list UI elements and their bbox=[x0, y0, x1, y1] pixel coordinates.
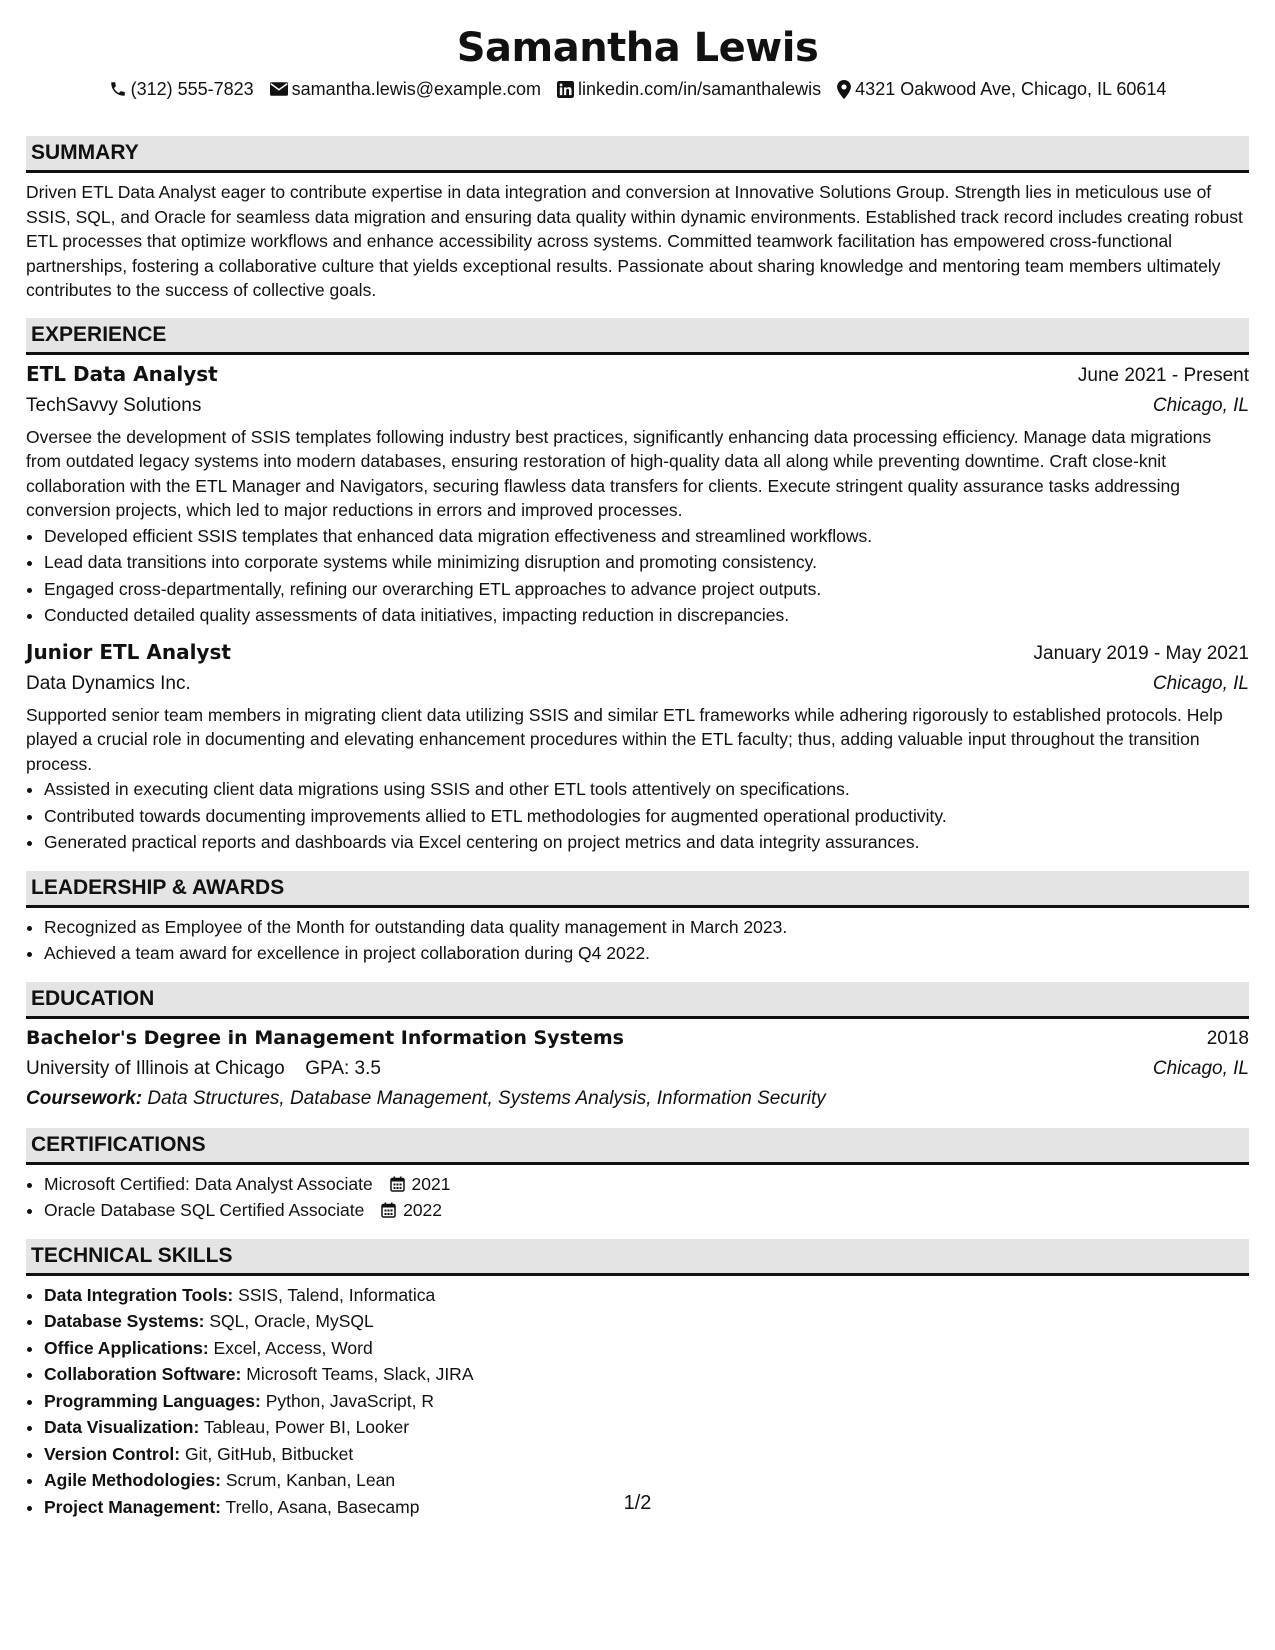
skill-label: Version Control: bbox=[44, 1443, 181, 1464]
degree-title: Bachelor's Degree in Management Information Systems bbox=[26, 1026, 624, 1049]
skill-label: Project Management: bbox=[44, 1496, 221, 1517]
education-heading: EDUCATION bbox=[26, 982, 1249, 1019]
education-entry bbox=[26, 1023, 1249, 1114]
linkedin-item[interactable] bbox=[557, 77, 821, 101]
skill-label: Collaboration Software: bbox=[44, 1364, 242, 1384]
job-title: Junior ETL Analyst bbox=[26, 639, 231, 664]
phone-text: (312) 555-7823 bbox=[130, 79, 254, 99]
list-item bbox=[44, 1335, 1249, 1362]
skill-value: Python, JavaScript, R bbox=[265, 1390, 434, 1411]
school-name: University of Illinois at Chicago bbox=[26, 1057, 285, 1079]
email-item[interactable] bbox=[270, 77, 541, 101]
coursework-list: Data Structures, Database Management, Systems Analysis, Information Security bbox=[147, 1087, 826, 1109]
job-entry bbox=[26, 359, 1249, 629]
linkedin-text: linkedin.com/in/samanthalewis bbox=[578, 79, 822, 99]
list-item bbox=[44, 1171, 1249, 1198]
skill-label: Office Applications: bbox=[44, 1337, 209, 1358]
skill-value: Microsoft Teams, Slack, JIRA bbox=[246, 1364, 474, 1384]
list-item: • Achieved a team award for excellence in project collaboration during Q4 2022. bbox=[44, 940, 1249, 967]
certification-name: Oracle Database SQL Certified Associate bbox=[44, 1200, 365, 1220]
skill-label: Programming Languages: bbox=[44, 1390, 261, 1411]
list-item: • Recognized as Employee of the Month for outstanding data quality management in March 2023. bbox=[44, 914, 1249, 941]
list-item: • Developed efficient SSIS templates that enhanced data migration effectiveness and streamlined workflows. bbox=[44, 523, 1249, 550]
list-item: • Generated practical reports and dashboards via Excel centering on project metrics and data integrity assurances. bbox=[44, 829, 1249, 856]
contact-bar bbox=[26, 77, 1249, 101]
list-item bbox=[44, 1388, 1249, 1415]
list-item: • Contributed towards documenting improvements allied to ETL methodologies for augmented operational productivity. bbox=[44, 803, 1249, 830]
coursework-label: Coursework: bbox=[26, 1087, 143, 1109]
address-text: 4321 Oakwood Ave, Chicago, IL 60614 bbox=[855, 79, 1167, 99]
job-entry bbox=[26, 637, 1249, 856]
phone-item bbox=[109, 77, 254, 101]
email-text: samantha.lewis@example.com bbox=[291, 79, 542, 99]
job-location: Chicago, IL bbox=[1152, 394, 1249, 416]
skill-label: Agile Methodologies: bbox=[44, 1470, 221, 1490]
company-name: TechSavvy Solutions bbox=[26, 394, 202, 416]
list-item bbox=[44, 1467, 1249, 1494]
candidate-name: Samantha Lewis bbox=[456, 25, 819, 71]
gpa: GPA: 3.5 bbox=[305, 1057, 381, 1079]
skill-label: Database Systems: bbox=[44, 1311, 205, 1331]
page-number: 1/2 bbox=[623, 1492, 652, 1514]
list-item: • Engaged cross-departmentally, refining our overarching ETL approaches to advance project outputs. bbox=[44, 576, 1249, 603]
school-line bbox=[26, 1054, 381, 1084]
list-item bbox=[44, 1414, 1249, 1441]
list-item: • Lead data transitions into corporate systems while minimizing disruption and promoting consistency. bbox=[44, 549, 1249, 576]
job-bullets bbox=[26, 776, 1249, 856]
list-item: • Assisted in executing client data migrations using SSIS and other ETL tools attentively on specifications. bbox=[44, 776, 1249, 803]
coursework bbox=[26, 1084, 1249, 1114]
experience-heading: EXPERIENCE bbox=[26, 318, 1249, 355]
awards-list bbox=[26, 914, 1249, 967]
calendar-icon bbox=[381, 1202, 396, 1218]
job-dates: June 2021 - Present bbox=[1077, 364, 1249, 386]
skill-label: Data Integration Tools: bbox=[44, 1284, 234, 1305]
skill-value: SSIS, Talend, Informatica bbox=[238, 1284, 436, 1305]
linkedin-icon bbox=[557, 81, 574, 98]
school-location: Chicago, IL bbox=[1152, 1057, 1249, 1079]
skill-value: Scrum, Kanban, Lean bbox=[225, 1470, 396, 1490]
list-item bbox=[44, 1308, 1249, 1335]
skill-value: Tableau, Power BI, Looker bbox=[203, 1417, 410, 1437]
job-dates: January 2019 - May 2021 bbox=[1033, 642, 1249, 664]
job-description: Supported senior team members in migrating client data utilizing SSIS and similar ETL frameworks while adhering rigorously to established protocols. Help played a crucial role in documenting and elevating enhancement procedures within the ETL faculty; thus, adding valuable input throughout the transition process. bbox=[26, 704, 1223, 774]
certifications-list bbox=[26, 1171, 1249, 1224]
skill-value: Trello, Asana, Basecamp bbox=[225, 1496, 420, 1517]
skill-value: SQL, Oracle, MySQL bbox=[209, 1311, 374, 1331]
skill-label: Data Visualization: bbox=[44, 1417, 200, 1437]
company-name: Data Dynamics Inc. bbox=[26, 672, 191, 694]
map-marker-icon bbox=[837, 80, 851, 99]
skills-list bbox=[26, 1282, 1249, 1521]
list-item bbox=[44, 1197, 1249, 1224]
calendar-icon bbox=[390, 1176, 405, 1192]
job-location: Chicago, IL bbox=[1152, 672, 1249, 694]
skill-value: Git, GitHub, Bitbucket bbox=[185, 1443, 354, 1464]
envelope-icon bbox=[270, 82, 288, 96]
list-item bbox=[44, 1282, 1249, 1309]
certifications-heading: CERTIFICATIONS bbox=[26, 1128, 1249, 1165]
list-item bbox=[44, 1361, 1249, 1388]
phone-icon bbox=[109, 80, 127, 98]
job-description: Oversee the development of SSIS templates following industry best practices, significantly enhancing data processing efficiency. Manage data migrations from outdated legacy systems into modern databases, ensuring restoration of high-quality data all along while preventing downtime. Craft close-knit collaboration with the ETL Manager and Navigators, securing flawless data transfers for clients. Execute stringent quality assurance tasks addressing conversion projects, which led to major reductions in errors and improved processes. bbox=[26, 426, 1212, 520]
list-item bbox=[44, 1441, 1249, 1468]
address-item bbox=[837, 77, 1166, 101]
skills-heading: TECHNICAL SKILLS bbox=[26, 1239, 1249, 1276]
summary-heading: SUMMARY bbox=[26, 136, 1249, 173]
graduation-year: 2018 bbox=[1206, 1027, 1249, 1049]
list-item: • Conducted detailed quality assessments of data initiatives, impacting reduction in discrepancies. bbox=[44, 602, 1249, 629]
summary-text: Driven ETL Data Analyst eager to contribute expertise in data integration and conversion at Innovative Solutions Group. Strength lies in meticulous use of SSIS, SQL, and Oracle for seamless data migration and ensuring data quality within dynamic environments. Established track record includes creating robust ETL processes that optimize workflows and enhance accessibility across systems. Committed teamwork facilitation has empowered cross-functional partnerships, fostering a collaborative culture that yields exceptional results. Passionate about sharing knowledge and mentoring team members ultimately contributes to the success of collective goals. bbox=[26, 182, 1243, 300]
leadership-heading: LEADERSHIP & AWARDS bbox=[26, 871, 1249, 908]
job-title: ETL Data Analyst bbox=[26, 361, 218, 386]
skill-value: Excel, Access, Word bbox=[213, 1337, 373, 1358]
certification-name: Microsoft Certified: Data Analyst Associate bbox=[44, 1173, 373, 1194]
certification-year: 2021 bbox=[411, 1173, 451, 1194]
job-bullets bbox=[26, 523, 1249, 629]
certification-year: 2022 bbox=[403, 1200, 443, 1220]
